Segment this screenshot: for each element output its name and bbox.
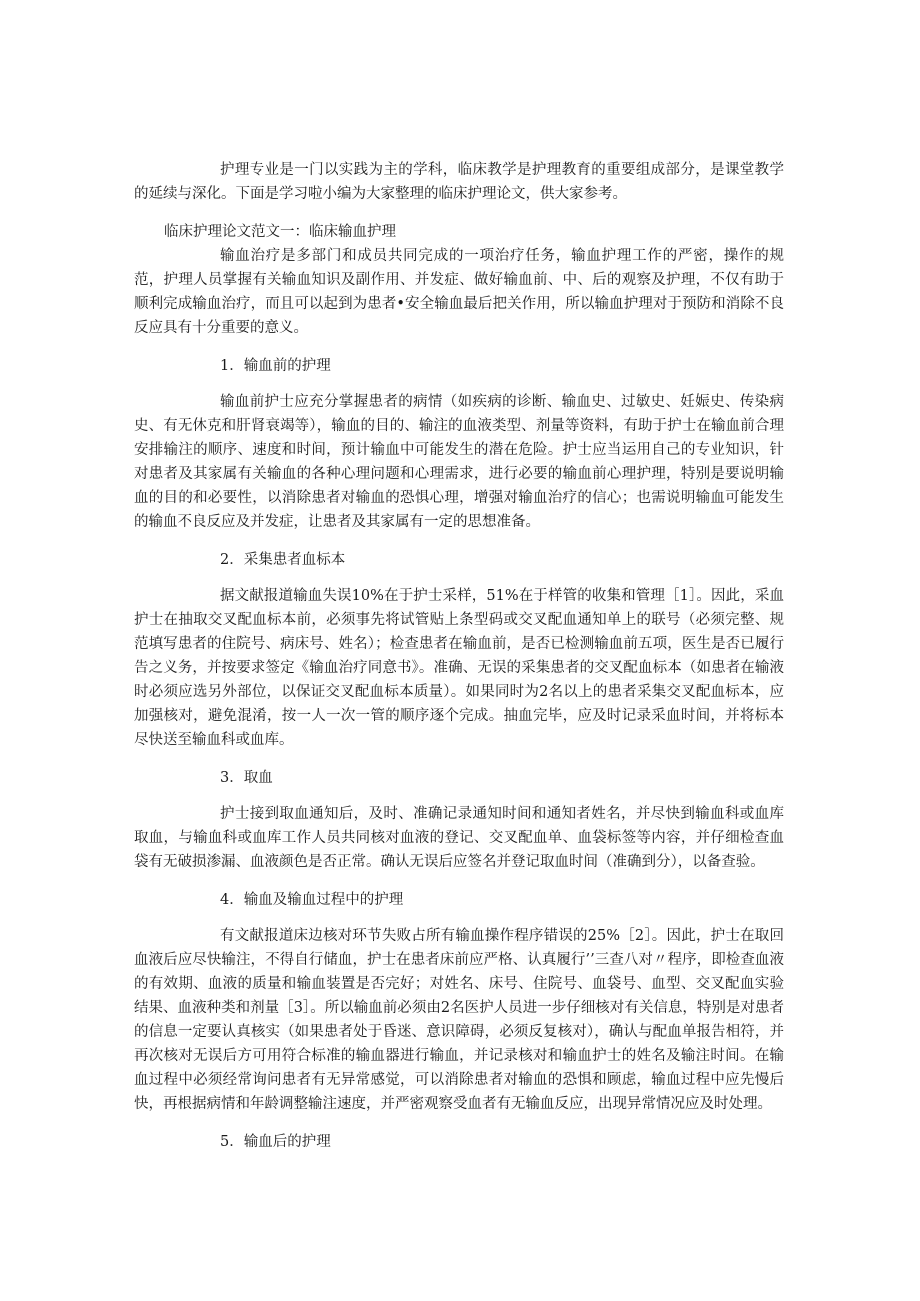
section-heading-1: 1．输血前的护理 (220, 358, 331, 374)
section-heading-4: 4．输血及输血过程中的护理 (220, 892, 404, 908)
section-heading-3: 3．取血 (220, 770, 273, 786)
section-body-4: 有文献报道床边核对环节失败占所有输血操作程序错误的25%［2］。因此，护士在取回血液后应尽快输注，不得自行储血，护士在患者床前应严格、认真履行’’三查八对〃程序，即检查血液的有效期、血液的质量和输血装置是否完好；对姓名、床号、住院号、血袋号、血型、交叉配血实验结果、血液种类和剂量［3］。所以输血前必须由2名医护人员进一步仔细核对有关信息，特别是对患者的信息一定要认真核实（如果患者处于昏迷、意识障碍，必须反复核对），确认与配血单报告相符，并再次核对无误后方可用符合标准的输血器进行输血，并记录核对和输血护士的姓名及输注时间。在输血过程中必须经常询问患者有无异常感觉，可以消除患者对输血的恐惧和顾虑，输血过程中应先慢后快，再根据病情和年龄调整输注速度，并严密观察受血者有无输血反应，出现异常情况应及时处理。 (134, 928, 784, 1112)
section-body-3: 护士接到取血通知后，及时、准确记录通知时间和通知者姓名，并尽快到输血科或血库取血，与输血科或血库工作人员共同核对血液的登记、交叉配血单、血袋标签等内容，并仔细检查血袋有无破损渗漏、血液颜色是否正常。确认无误后应签名并登记取血时间（准确到分），以备查验。 (134, 806, 784, 870)
article-content (134, 158, 784, 1154)
section-heading-2: 2．采集患者血标本 (220, 552, 346, 568)
intro-paragraph: 护理专业是一门以实践为主的学科，临床教学是护理教育的重要组成部分，是课堂教学的延续与深化。下面是学习啦小编为大家整理的临床护理论文，供大家参考。 (134, 162, 784, 202)
article-title: 临床护理论文范文一：临床输血护理 (164, 224, 396, 240)
section-heading-5: 5．输血后的护理 (220, 1134, 331, 1150)
section-body-2: 据文献报道输血失误10%在于护士采样，51%在于样管的收集和管理［1］。因此，采血护士在抽取交叉配血标本前，必须事先将试管贴上条型码或交叉配血通知单上的联号（必须完整、规范填写患者的住院号、病床号、姓名）；检查患者在输血前，是否已检测输血前五项，医生是否已履行告之义务，并按要求签定《输血治疗同意书》。准确、无误的采集患者的交叉配血标本（如患者在输液时必须应选另外部位，以保证交叉配血标本质量）。如果同时为2名以上的患者采集交叉配血标本，应加强核对，避免混淆，按一人一次一管的顺序逐个完成。抽血完毕，应及时记录采血时间，并将标本尽快送至输血科或血库。 (134, 588, 784, 748)
section-body-1: 输血前护士应充分掌握患者的病情（如疾病的诊断、输血史、过敏史、妊娠史、传染病史、有无休克和肝肾衰竭等），输血的目的、输注的血液类型、剂量等资料，有助于护士在输血前合理安排输注的顺序、速度和时间，预计输血中可能发生的潜在危险。护士应当运用自己的专业知识，针对患者及其家属有关输血的各种心理问题和心理需求，进行必要的输血前心理护理，特别是要说明输血的目的和必要性，以消除患者对输血的恐惧心理，增强对输血治疗的信心；也需说明输血可能发生的输血不良反应及并发症，让患者及其家属有一定的思想准备。 (134, 394, 784, 530)
article-intro-paragraph: 输血治疗是多部门和成员共同完成的一项治疗任务，输血护理工作的严密，操作的规范，护理人员掌握有关输血知识及副作用、并发症、做好输血前、中、后的观察及护理，不仅有助于顺利完成输血治疗，而且可以起到为患者•安全输血最后把关作用，所以输血护理对于预防和消除不良反应具有十分重要的意义。 (134, 248, 784, 336)
